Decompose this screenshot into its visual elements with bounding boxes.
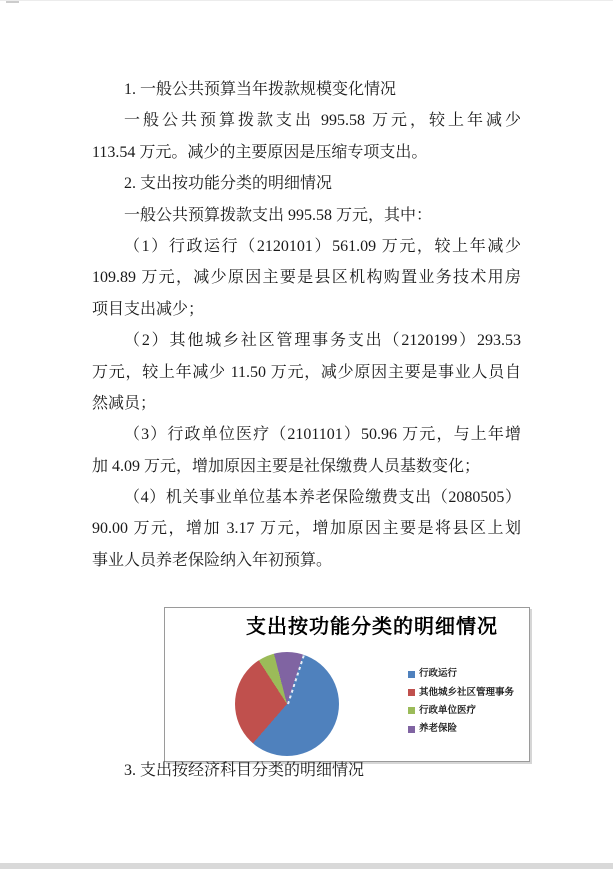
legend-label: 行政单位医疗 [419,705,477,716]
legend-swatch-icon [408,726,415,733]
page-top-edge [0,0,613,1]
text-line: 事业人员养老保险纳入年初预算。 [92,551,333,569]
text-line: （4）机关事业单位基本养老保险缴费支出（2080505） [124,489,521,507]
legend-item [408,720,514,738]
heading-item-3: 3. 支出按经济科目分类的明细情况 [124,762,365,779]
chart-title: 支出按功能分类的明细情况 [246,616,498,638]
legend-label: 其他城乡社区管理事务 [419,687,515,698]
text-line: 然减员； [92,394,157,412]
text-line: 一般公共预算拨款支出 995.58 万元，其中： [124,206,433,224]
pie-plot-area [235,652,339,756]
legend-swatch-icon [408,671,415,678]
heading-item-1: 1. 一般公共预算当年拨款规模变化情况 [124,81,397,98]
text-line: 109.89 万元，减少原因主要是县区机构购置业务技术用房 [92,269,521,287]
body-text [92,74,521,576]
legend-swatch-icon [408,689,415,696]
legend-swatch-icon [408,707,415,714]
page-break-strip [0,863,613,869]
text-line: 加 4.09 万元，增加原因主要是社保缴费人员基数变化； [92,457,481,475]
text-line: （2）其他城乡社区管理事务支出（2120199）293.53 [124,332,521,350]
heading-item-2: 2. 支出按功能分类的明细情况 [124,175,333,193]
legend-item [408,683,514,701]
chart-legend [408,665,514,739]
text-line: 一般公共预算拨款支出 995.58 万元，较上年减少 [124,112,521,130]
text-line: 113.54 万元。减少的主要原因是压缩专项支出。 [92,143,428,161]
text-line: 万元，较上年减少 11.50 万元，减少原因主要是事业人员自 [92,363,521,381]
text-line: 90.00 万元，增加 3.17 万元，增加原因主要是将县区上划 [92,520,521,538]
legend-label: 养老保险 [419,724,458,735]
text-line: （3）行政单位医疗（2101101）50.96 万元，与上年增 [124,426,521,444]
text-line: （1）行政运行（2120101）561.09 万元，较上年减少 [124,237,521,255]
legend-item [408,665,514,683]
legend-item [408,702,514,720]
page-edge-artifact [6,1,19,3]
expenditure-pie-chart [164,607,530,762]
legend-label: 行政运行 [419,669,458,680]
text-line: 项目支出减少； [92,300,205,318]
